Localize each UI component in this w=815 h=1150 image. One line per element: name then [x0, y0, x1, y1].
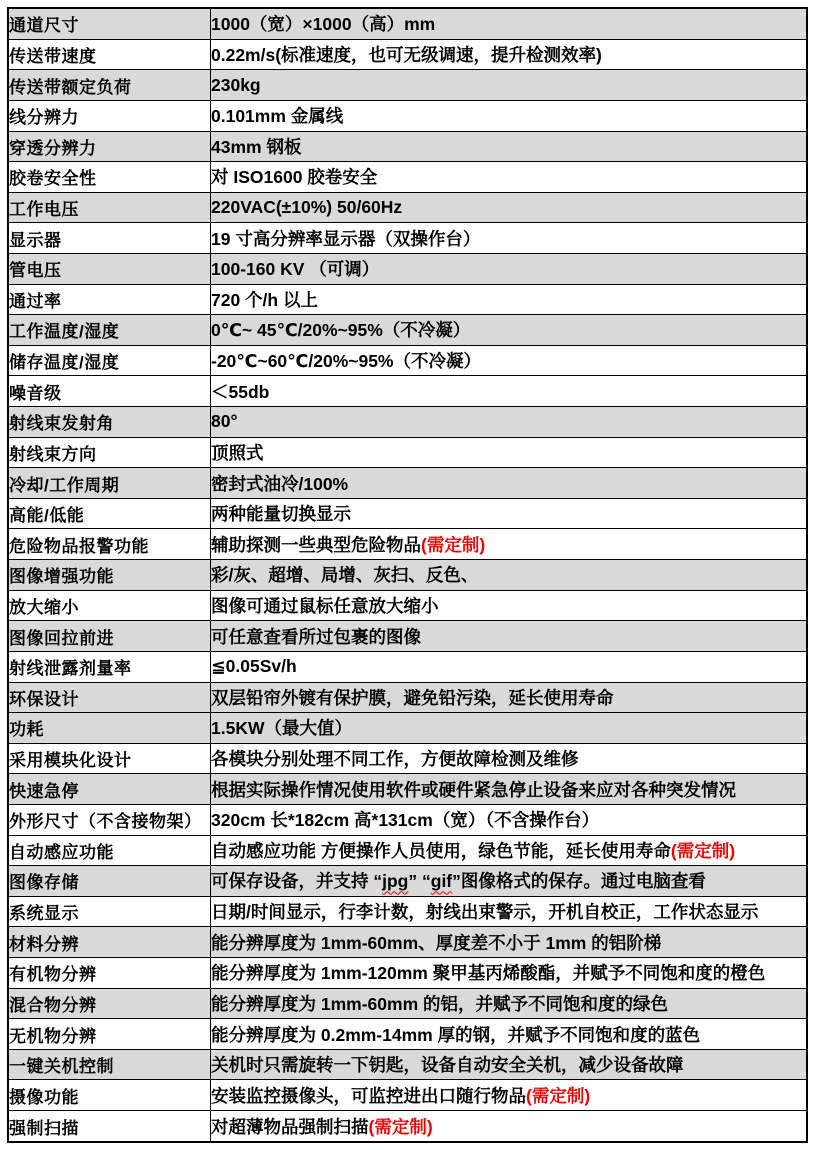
spec-value-text: 日期/时间显示，行李计数，射线出束警示，开机自校正，工作状态显示	[211, 902, 759, 923]
spec-value-cell	[211, 957, 808, 988]
spec-row	[8, 835, 807, 866]
spec-label-cell: 图像回拉前进	[8, 621, 211, 652]
spec-value-cell	[211, 100, 808, 131]
spec-value-text: 双层铅帘外镀有保护膜，避免铅污染，延长使用寿命	[211, 687, 614, 708]
spec-value-text: 能分辨厚度为 1mm-120mm 聚甲基丙烯酸酯，并赋予不同饱和度的橙色	[211, 963, 766, 984]
custom-required-note: (需定制)	[670, 840, 736, 861]
spec-value-cell	[211, 253, 808, 284]
spec-row	[8, 651, 807, 682]
spec-row	[8, 988, 807, 1019]
spec-row	[8, 621, 807, 652]
spec-value-cell	[211, 1019, 808, 1050]
spec-value-text: 辅助探测一些典型危险物品	[211, 534, 421, 555]
spec-value-cell	[211, 1111, 808, 1142]
spec-value-text: 安装监控摄像头，可监控进出口随行物品	[211, 1085, 526, 1106]
spec-value-text: ≦0.05Sv/h	[211, 656, 297, 677]
spec-label-cell: 环保设计	[8, 682, 211, 713]
spec-value-text: 720 个/h 以上	[211, 289, 318, 310]
spec-row	[8, 1019, 807, 1050]
spec-label-cell: 穿透分辨力	[8, 131, 211, 162]
spec-value-text: 可保存设备，并支持 “	[211, 871, 383, 892]
spec-value-cell	[211, 8, 808, 39]
spec-row	[8, 529, 807, 560]
spec-label-cell: 放大缩小	[8, 590, 211, 621]
spec-value-cell	[211, 407, 808, 438]
spec-value-cell	[211, 896, 808, 927]
spec-label-cell: 射线束发射角	[8, 407, 211, 438]
spec-value-cell	[211, 315, 808, 346]
spec-label-cell: 冷却/工作周期	[8, 468, 211, 499]
custom-required-note: (需定制)	[368, 1116, 433, 1137]
spec-label-cell: 传送带额定负荷	[8, 70, 211, 101]
spec-label-cell: 危险物品报警功能	[8, 529, 211, 560]
spec-value-text: ＜55db	[211, 381, 270, 402]
spec-row	[8, 223, 807, 254]
spec-value-cell	[211, 498, 808, 529]
spec-label-cell: 有机物分辨	[8, 957, 211, 988]
spec-value-cell	[211, 651, 808, 682]
spec-row	[8, 315, 807, 346]
custom-required-note: (需定制)	[526, 1085, 591, 1106]
spec-row	[8, 498, 807, 529]
spec-value-cell	[211, 743, 808, 774]
spec-value-text: 对超薄物品强制扫描	[211, 1116, 369, 1137]
spec-row	[8, 437, 807, 468]
spec-label-cell: 外形尺寸（不含接物架）	[8, 804, 211, 835]
spec-value-cell	[211, 774, 808, 805]
spec-value-text: 0℃~ 45℃/20%~95%（不冷凝）	[211, 320, 471, 341]
spec-row	[8, 1049, 807, 1080]
spec-value-cell	[211, 1080, 808, 1111]
spec-label-cell: 管电压	[8, 253, 211, 284]
spec-row	[8, 407, 807, 438]
spec-value-text: 220VAC(±10%) 50/60Hz	[211, 197, 403, 218]
spec-row	[8, 804, 807, 835]
spec-row	[8, 345, 807, 376]
spec-label-cell: 系统显示	[8, 896, 211, 927]
spec-row	[8, 743, 807, 774]
spec-label-cell: 显示器	[8, 223, 211, 254]
spec-label-cell: 胶卷安全性	[8, 162, 211, 193]
spec-row	[8, 100, 807, 131]
spec-label-cell: 一键关机控制	[8, 1049, 211, 1080]
spec-label-cell: 混合物分辨	[8, 988, 211, 1019]
spec-value-text: 0.101mm 金属线	[211, 106, 344, 127]
spec-value-cell	[211, 131, 808, 162]
spec-value-text: 能分辨厚度为 1mm-60mm、厚度差不小于 1mm 的铝阶梯	[211, 932, 662, 953]
spec-value-cell	[211, 621, 808, 652]
spec-label-cell: 通道尺寸	[8, 8, 211, 39]
spec-row	[8, 774, 807, 805]
spec-value-text: 230kg	[211, 74, 261, 95]
spec-value-text: 1000（宽）×1000（高）mm	[211, 14, 436, 35]
spec-table	[7, 7, 808, 1143]
spec-label-cell: 射线束方向	[8, 437, 211, 468]
spec-value-cell	[211, 590, 808, 621]
spec-label-cell: 噪音级	[8, 376, 211, 407]
spec-row	[8, 468, 807, 499]
spec-value-text: -20℃~60℃/20%~95%（不冷凝）	[211, 351, 481, 372]
spec-row	[8, 713, 807, 744]
spec-value-text: 可任意查看所过包裹的图像	[211, 626, 421, 647]
spec-label-cell: 摄像功能	[8, 1080, 211, 1111]
spec-row	[8, 590, 807, 621]
custom-required-note: (需定制)	[421, 534, 486, 555]
spec-label-cell: 强制扫描	[8, 1111, 211, 1142]
spec-label-cell: 快速急停	[8, 774, 211, 805]
spec-value-text: 两种能量切换显示	[211, 504, 351, 525]
spec-row	[8, 682, 807, 713]
spec-value-cell	[211, 835, 808, 866]
spec-value-cell	[211, 1049, 808, 1080]
spec-value-text: 对 ISO1600 胶卷安全	[211, 167, 378, 188]
spec-value-text: 1.5KW（最大值）	[211, 718, 352, 739]
spec-value-cell	[211, 988, 808, 1019]
spec-value-text: 关机时只需旋转一下钥匙，设备自动安全关机，减少设备故障	[211, 1055, 684, 1076]
spec-value-cell	[211, 804, 808, 835]
spec-row	[8, 866, 807, 897]
spec-value-text: 根据实际操作情况使用软件或硬件紧急停止设备来应对各种突发情况	[211, 779, 736, 800]
spec-value-cell	[211, 376, 808, 407]
spec-value-cell	[211, 866, 808, 897]
spec-value-text: 19 寸高分辨率显示器（双操作台）	[211, 228, 481, 249]
spec-value-cell	[211, 39, 808, 70]
spec-label-cell: 无机物分辨	[8, 1019, 211, 1050]
spec-value-text: 能分辨厚度为 1mm-60mm 的铝，并赋予不同饱和度的绿色	[211, 993, 668, 1014]
spec-row	[8, 131, 807, 162]
spec-value-text: 80°	[211, 411, 238, 432]
spec-label-cell: 高能/低能	[8, 498, 211, 529]
spec-label-cell: 功耗	[8, 713, 211, 744]
spec-row	[8, 162, 807, 193]
spec-value-cell	[211, 927, 808, 958]
spec-table-body	[8, 8, 807, 1142]
spec-value-cell	[211, 345, 808, 376]
spec-label-cell: 工作电压	[8, 192, 211, 223]
spec-value-text: 自动感应功能 方便操作人员使用，绿色节能，延长使用寿命	[211, 840, 671, 861]
spec-row	[8, 560, 807, 591]
spec-label-cell: 射线泄露剂量率	[8, 651, 211, 682]
spec-label-cell: 储存温度/湿度	[8, 345, 211, 376]
spec-value-text: 0.22m/s(标准速度，也可无级调速，提升检测效率)	[211, 45, 602, 65]
spec-label-cell: 线分辨力	[8, 100, 211, 131]
spec-value-cell	[211, 70, 808, 101]
spellcheck-flagged-word: jpg	[382, 871, 409, 892]
spec-row	[8, 39, 807, 70]
spec-row	[8, 1111, 807, 1142]
spec-row	[8, 284, 807, 315]
spec-value-text: 43mm 钢板	[211, 136, 302, 157]
spec-label-cell: 通过率	[8, 284, 211, 315]
spec-value-cell	[211, 437, 808, 468]
spec-value-cell	[211, 560, 808, 591]
spec-value-text: 100-160 KV （可调）	[211, 259, 380, 280]
spec-row	[8, 8, 807, 39]
spec-label-cell: 图像存储	[8, 866, 211, 897]
spec-row	[8, 253, 807, 284]
spec-value-text: 密封式油冷/100%	[211, 473, 349, 494]
spec-row	[8, 192, 807, 223]
spec-label-cell: 自动感应功能	[8, 835, 211, 866]
spec-value-cell	[211, 223, 808, 254]
spec-value-cell	[211, 529, 808, 560]
spec-value-cell	[211, 284, 808, 315]
spec-row	[8, 1080, 807, 1111]
spec-row	[8, 376, 807, 407]
spec-label-cell: 采用模块化设计	[8, 743, 211, 774]
spec-value-cell	[211, 468, 808, 499]
spec-label-cell: 图像增强功能	[8, 560, 211, 591]
spec-value-text: 各模块分别处理不同工作，方便故障检测及维修	[211, 749, 579, 770]
spec-value-text: ”图像格式的保存。通过电脑查看	[452, 871, 706, 892]
spec-row	[8, 927, 807, 958]
spec-row	[8, 896, 807, 927]
spec-value-text: ” “	[408, 871, 431, 892]
spec-value-text: 彩/灰、超增、局增、灰扫、反色、	[211, 565, 479, 586]
spec-value-cell	[211, 682, 808, 713]
spec-value-text: 320cm 长*182cm 高*131cm（宽）（不含操作台）	[211, 810, 600, 831]
spec-label-cell: 传送带速度	[8, 39, 211, 70]
spec-label-cell: 工作温度/湿度	[8, 315, 211, 346]
spec-value-cell	[211, 713, 808, 744]
spec-value-text: 顶照式	[211, 442, 264, 463]
spec-value-text: 图像可通过鼠标任意放大缩小	[211, 595, 439, 616]
spec-label-cell: 材料分辨	[8, 927, 211, 958]
spec-value-cell	[211, 162, 808, 193]
spellcheck-flagged-word: gif	[430, 871, 453, 892]
spec-value-text: 能分辨厚度为 0.2mm-14mm 厚的钢，并赋予不同饱和度的蓝色	[211, 1024, 701, 1045]
spec-row	[8, 957, 807, 988]
spec-value-cell	[211, 192, 808, 223]
spec-row	[8, 70, 807, 101]
